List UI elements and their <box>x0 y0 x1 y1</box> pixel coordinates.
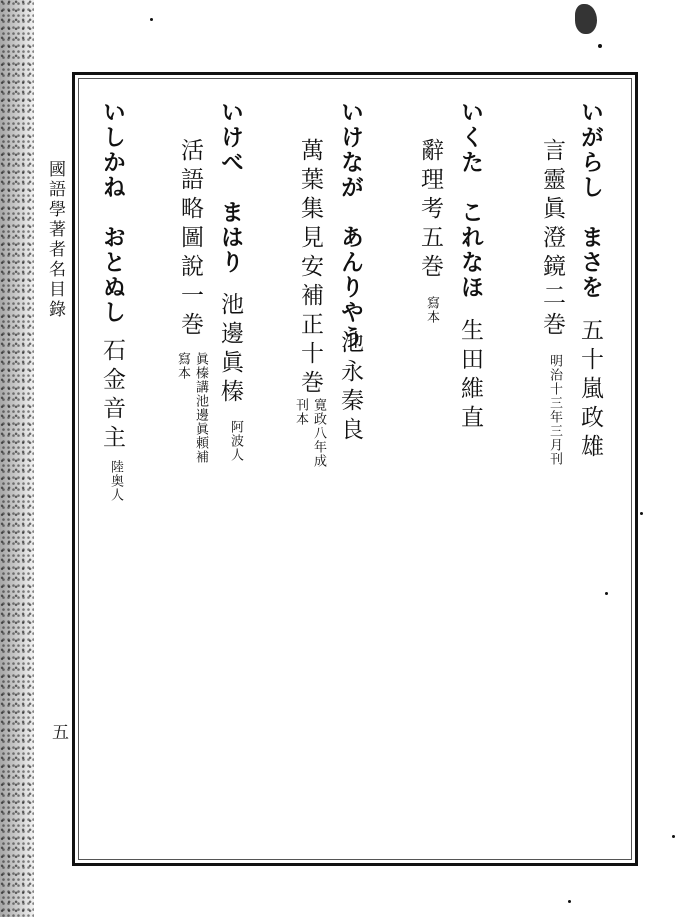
binding-shadow <box>0 0 34 917</box>
page-number: 五 <box>52 723 69 743</box>
scan-speck <box>640 512 643 515</box>
entry-author-name: 池永秦良 <box>337 330 363 446</box>
entry-heading: いしかね おとぬし <box>99 100 125 325</box>
entry-heading: いがらし まさを <box>577 100 603 300</box>
scan-speck <box>150 18 153 21</box>
entry-note: 寫本 <box>174 352 190 380</box>
scan-speck <box>598 44 602 48</box>
entry-note: 刊本 <box>292 398 308 426</box>
entry-work-title: 萬葉集見安補正十巻 <box>297 138 323 399</box>
entry-note: 寫本 <box>423 296 439 324</box>
entry-author-name: 生田維直 <box>457 318 483 434</box>
entry-note: 寛政八年成 <box>310 398 326 468</box>
entry-heading: いけなが あんりやう <box>337 100 363 350</box>
entry-work-title: 辭理考五巻 <box>417 138 443 283</box>
entry-author-name: 池邊眞榛 <box>217 292 243 408</box>
entry-note: 明治十三年三月刊 <box>546 354 562 466</box>
entry-author-name: 五十嵐政雄 <box>577 318 603 463</box>
scan-speck <box>605 592 608 595</box>
scan-speck <box>672 835 675 838</box>
running-head: 國語學著者名目錄 <box>45 160 65 320</box>
entry-work-title: 言靈眞澄鏡二巻 <box>539 138 565 341</box>
scan-blot <box>575 4 597 34</box>
entry-author-name: 石金音主 <box>99 338 125 454</box>
entry-note: 眞榛講池邊眞頼補 <box>192 352 208 464</box>
entry-heading: いけべ まはり <box>217 100 243 275</box>
entry-name-note: 陸奥人 <box>107 460 123 502</box>
entry-heading: いくた これなほ <box>457 100 483 300</box>
entry-name-note: 阿波人 <box>227 420 243 462</box>
entry-work-title: 活語略圖說一巻 <box>177 138 203 341</box>
scan-speck <box>568 900 571 903</box>
